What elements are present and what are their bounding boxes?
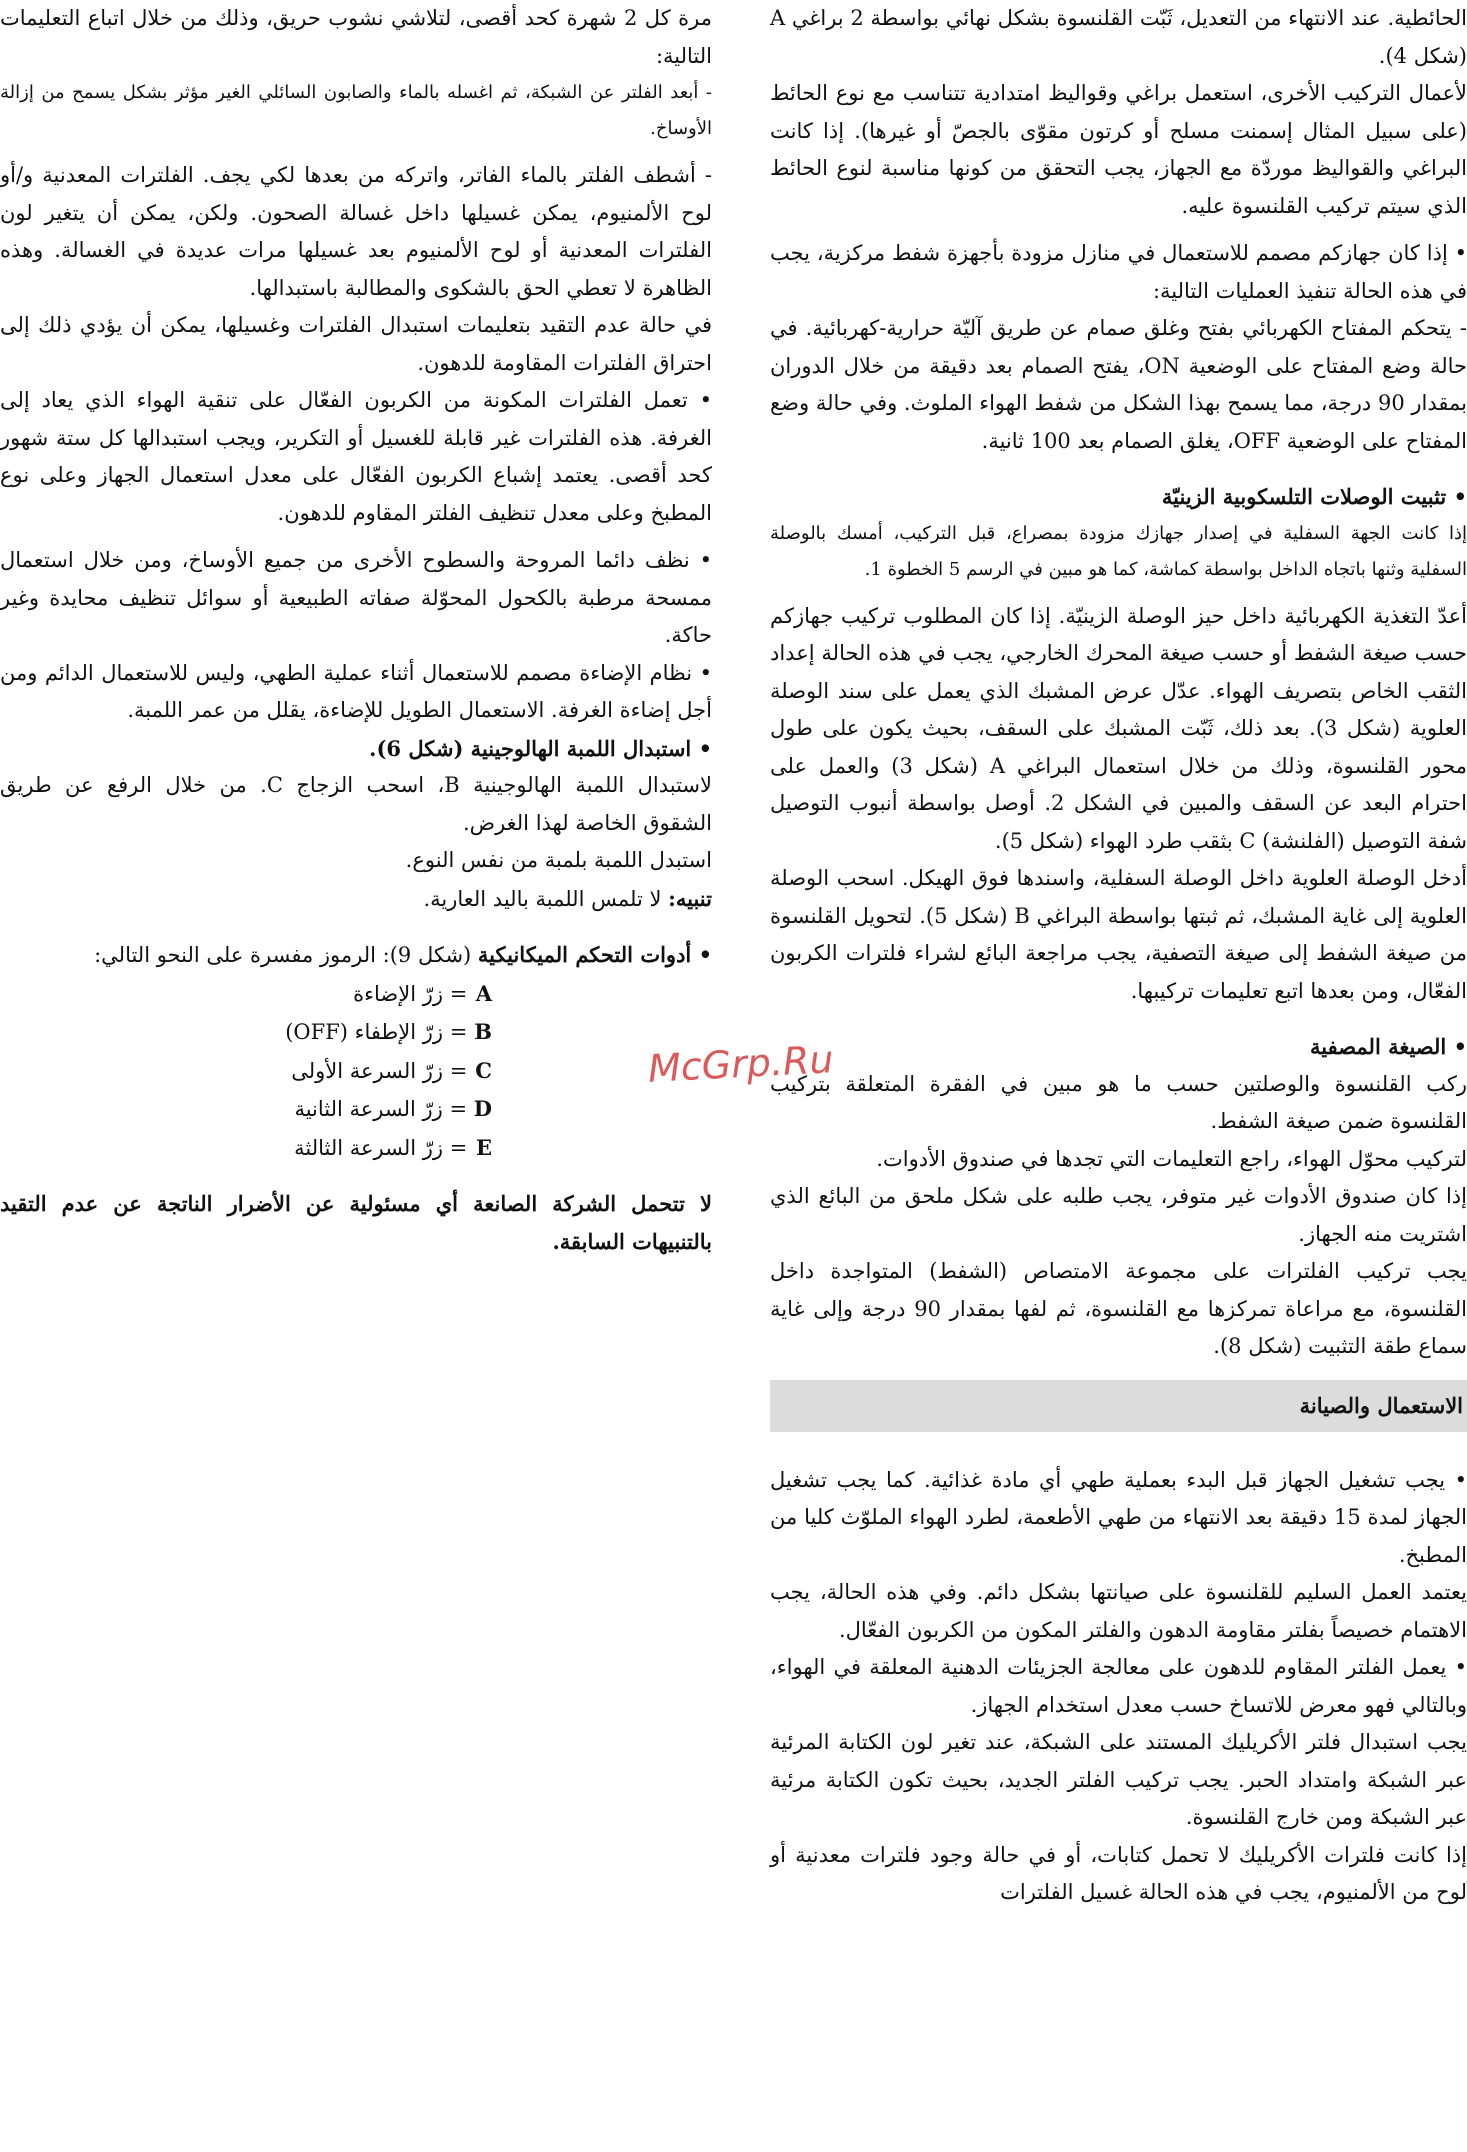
legend-text: = زرّ السرعة الثالثة: [294, 1135, 468, 1160]
warning-label: تنبيه:: [668, 885, 712, 911]
paragraph: • إذا كان جهازكم مصمم للاستعمال في منازل مزودة بأجهزة شفط مركزية، يجب في هذه الحالة تنفيذ العمليات التالية:: [770, 241, 1467, 303]
paragraph: لاستبدال اللمبة الهالوجينية B، اسحب الزجاج C. من خلال الرفع عن طريق الشقوق الخاصة لهذا الغرض.: [0, 773, 712, 835]
controls-text: (شكل 9): الرموز مفسرة على النحو التالي:: [94, 943, 478, 967]
paragraph: أعدّ التغذية الكهربائية داخل حيز الوصلة الزينيّة. إذا كان المطلوب تركيب جهازكم حسب صيغة الشفط أو حسب صيغة المحرك الخارجي، يجب في هذه الحالة إعداد الثقب الخاص بتصريف الهواء. عدّل عرض المشبك الذي يعمل على سند الوصلة العلوية (شكل 3). بعد ذلك، ثَبّت المشبك على السقف، بحيث يكون على طول محور القلنسوة، وذلك من خلال استعمال البراغي A (شكل 3) والعمل على احترام البعد عن السقف والمبين في الشكل 2. أوصل بواسطة أنبوب التوصيل شفة التوصيل (الفلنشة) C بثقب طرد الهواء (شكل 5).: [770, 603, 1467, 853]
paragraph: يجب تركيب الفلترات على مجموعة الامتصاص (الشفط) المتواجدة داخل القلنسوة، مع مراعاة تمركزها مع القلنسوة، ثم لفها بمقدار 90 درجة وإلى غاية سماع طقة التثبيت (شكل 8).: [770, 1259, 1467, 1358]
paragraph: مرة كل 2 شهرة كحد أقصى، لتلاشي نشوب حريق، وذلك من خلال اتباع التعليمات التالية:: [0, 6, 713, 68]
paragraph: إذا كانت الجهة السفلية في إصدار جهازك مزودة بمصراع، قبل التركيب، أمسك بالوصلة السفلية وثنها باتجاه الداخل بواسطة كماشة، كما هو مبين في الرسم 5 الخطوة 1.: [770, 522, 1467, 580]
legend-key: C: [475, 1057, 492, 1083]
legend-text: = زرّ السرعة الثانية: [294, 1097, 468, 1121]
section-heading-lamp: • استبدال اللمبة الهالوجينية (شكل 6).: [369, 735, 712, 761]
controls-label: • أدوات التحكم الميكانيكية: [477, 942, 712, 967]
paragraph: يجب استبدال فلتر الأكريليك المستند على الشبكة، عند تغير لون الكتابة المرئية عبر الشبكة وامتداد الحبر. يجب تركيب الفلتر الجديد، بحيث تكون الكتابة مرئية عبر الشبكة ومن خارج القلنسوة.: [770, 1730, 1467, 1829]
section-title: الاستعمال والصيانة: [1299, 1392, 1463, 1418]
paragraph: في حالة عدم التقيد بتعليمات استبدال الفلترات وغسيلها، يمكن أن يؤدي ذلك إلى احتراق الفلترات المقاومة للدهون.: [0, 313, 712, 375]
legend-text: = زرّ الإضاءة: [353, 981, 468, 1006]
paragraph: • تعمل الفلترات المكونة من الكربون الفعّال على تنقية الهواء الذي يعاد إلى الغرفة. هذه الفلترات غير قابلة للغسيل أو التكرير، ويجب استبدالها كل ستة شهور كحد أقصى. يعتمد إشباع الكربون الفعّال على معدل استعمال الجهاز وعلى نوع المطبخ وعلى معدل تنظيف الفلتر المقاوم للدهون.: [0, 388, 712, 525]
paragraph: استبدل اللمبة بلمبة من نفس النوع.: [405, 848, 712, 872]
watermark: McGrp.Ru: [646, 1037, 835, 1091]
legend-key: D: [473, 1096, 492, 1121]
paragraph: يعتمد العمل السليم للقلنسوة على صيانتها بشكل دائم. وفي هذه الحالة، يجب الاهتمام خصيصاً بفلتر مقاومة الدهون والفلتر المكون من الكربون الفعّال.: [770, 1580, 1467, 1642]
disclaimer: لا تتحمل الشركة الصانعة أي مسئولية عن الأضرار الناتجة عن عدم التقيد بالتنبيهات السابقة.: [0, 1191, 712, 1254]
legend-item: [0, 975, 492, 1014]
legend-item: [0, 1052, 492, 1091]
legend-key: E: [475, 1134, 492, 1160]
legend-item: [0, 1129, 492, 1168]
warning-line: [0, 880, 712, 919]
legend-key: B: [474, 1019, 492, 1044]
warning-text: لا تلمس اللمبة باليد العارية.: [423, 886, 669, 911]
paragraph: إذا كانت فلترات الأكريليك لا تحمل كتابات، أو في حالة وجود فلترات معدنية أو لوح من الألمنيوم، يجب في هذه الحالة غسيل الفلترات: [770, 1842, 1467, 1904]
paragraph: أدخل الوصلة العلوية داخل الوصلة السفلية، واسندها فوق الهيكل. اسحب الوصلة العلوية إلى غاية المشبك، ثم ثبتها بواسطة البراغي B (شكل 5). لتحويل القلنسوة من صيغة الشفط إلى صيغة التصفية، يجب مراجعة البائع لشراء فلترات الكربون الفعّال، ومن بعدها اتبع تعليمات تركيبها.: [770, 866, 1467, 1003]
section-heading-filter-mode: • الصيغة المصفية: [1309, 1034, 1467, 1059]
paragraph: إذا كان صندوق الأدوات غير متوفر، يجب طلبه على شكل ملحق من البائع الذي اشتريت منه الجهاز.: [770, 1184, 1467, 1246]
left-column: [0, 0, 712, 2152]
paragraph: • يعمل الفلتر المقاوم للدهون على معالجة الجزيئات الدهنية المعلقة في الهواء، وبالتالي فهو معرض للاتساخ حسب معدل استخدام الجهاز.: [770, 1655, 1467, 1717]
paragraph: لتركيب محوّل الهواء، راجع التعليمات التي تجدها في صندوق الأدوات.: [876, 1146, 1467, 1171]
paragraph: • نظام الإضاءة مصمم للاستعمال أثناء عملية الطهي، وليس للاستعمال الدائم ومن أجل إضاءة الغرفة. الاستعمال الطويل للإضاءة، يقلل من عمر اللمبة.: [0, 660, 712, 722]
right-column: [770, 0, 1467, 2152]
paragraph: - أشطف الفلتر بالماء الفاتر، واتركه من بعدها لكي يجف. الفلترات المعدنية و/أو لوح الألمنيوم، يمكن غسيلها داخل غسالة الصحون. ولكن، يمكن أن يتغير لون الفلترات المعدنية أو لوح الألمنيوم بعد غسيلها مرات عديدة في الغسالة. وهذه الظاهرة لا تعطي الحق بالشكوى والمطالبة باستبدالها.: [0, 163, 712, 300]
paragraph: • يجب تشغيل الجهاز قبل البدء بعملية طهي أي مادة غذائية. كما يجب تشغيل الجهاز لمدة 15 دقيقة بعد الانتهاء من طهي الأطعمة، لطرد الهواء الملوّث كليا من المطبخ.: [770, 1467, 1467, 1567]
paragraph: لأعمال التركيب الأخرى، استعمل براغي وقواليظ امتدادية تتناسب مع نوع الحائط (على سبيل المثال إسمنت مسلح أو كرتون مقوّى بالجصّ أو غيرها). إذا كانت البراغي والقواليظ موردّة مع الجهاز، يجب التحقق من كونها مناسبة لنوع الحائط الذي سيتم تركيب القلنسوة عليه.: [770, 81, 1467, 218]
controls-legend: [0, 975, 712, 1168]
paragraph: ركب القلنسوة والوصلتين حسب ما هو مبين في الفقرة المتعلقة بتركيب القلنسوة ضمن صيغة الشفط.: [770, 1071, 1467, 1133]
paragraph: - يتحكم المفتاح الكهربائي بفتح وغلق صمام عن طريق آليّة حرارية-كهربائية. في حالة وضع المفتاح على الوضعية ON، يفتح الصمام بعد دقيقة من خلال الدوران بمقدار 90 درجة، مما يسمح بهذا الشكل من شفط الهواء الملوث. وفي حالة وضع المفتاح على الوضعية OFF، يغلق الصمام بعد 100 ثانية.: [770, 316, 1467, 453]
legend-text: = زرّ الإطفاء (OFF): [285, 1020, 468, 1044]
paragraph: • نظف دائما المروحة والسطوح الأخرى من جميع الأوساخ، ومن خلال استعمال ممسحة مرطبة بالكحول المحوّلة صفاته الطبيعية أو سوائل تنظيف محايدة وغير حاكة.: [0, 548, 712, 647]
paragraph: - أبعد الفلتر عن الشبكة، ثم اغسله بالماء والصابون السائلي الغير مؤثر بشكل يسمح من إزالة الأوساخ.: [0, 82, 712, 139]
controls-intro: [0, 936, 712, 975]
legend-item: [0, 1013, 492, 1052]
legend-key: A: [475, 980, 492, 1006]
paragraph: الحائطية. عند الانتهاء من التعديل، ثَبّت القلنسوة بشكل نهائي بواسطة 2 براغي A (شكل 4).: [770, 6, 1467, 68]
section-heading-telescopic: • تثبيت الوصلات التلسكوبية الزينيّة: [1161, 484, 1467, 509]
section-title-bar: [770, 1380, 1467, 1432]
legend-item: [0, 1090, 492, 1129]
legend-text: = زرّ السرعة الأولى: [291, 1058, 468, 1083]
